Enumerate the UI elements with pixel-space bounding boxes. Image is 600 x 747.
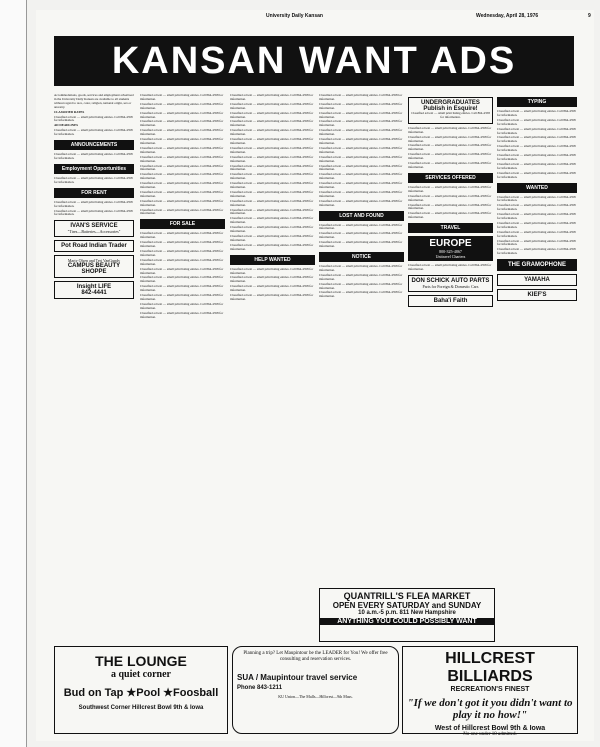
filler-text: Classified ad text — small print listing entries. Call 864-4358 for information. [230, 137, 314, 145]
insight-ad [54, 281, 134, 299]
lounge-location: Southwest Corner Hillcrest Bowl 9th & Iowa [78, 705, 204, 711]
billiards-slogan: "If we don't got it you didn't want to play it no how!" [407, 697, 573, 721]
ivans-ad [54, 220, 134, 237]
bahai-ad [408, 295, 493, 307]
newspaper-page [36, 10, 594, 741]
filler-text: Classified ad text — small print listing entries. Call 864-4358 for information. [497, 153, 576, 161]
filler-text: Classified ad text — small print listing entries. Call 864-4358 for information. [230, 101, 314, 110]
filler-text: Classified ad text — small print listing entries. Call 864-4358 for information. [140, 145, 224, 154]
filler-text: Classified ad text — small print listing entries. Call 864-4358 for information. [319, 128, 403, 137]
filler-text: Classified ad text — small print listing entries. Call 864-4358 for information. [408, 193, 492, 202]
travel-phone: Phone 843-1211 [237, 685, 283, 691]
filler-text: Classified ad text — small print listing entries. Call 864-4358 for information. [140, 257, 224, 266]
filler-text: Classified ad text — small print listing entries. Call 864-4358 for information. [319, 145, 403, 154]
adjacent-page-edge [0, 0, 27, 747]
filler-text: Classified ad text — small print listing entries. Call 864-4358 for information. [54, 152, 133, 160]
yamaha-ad [497, 274, 577, 286]
filler-text: Classified ad text — small print listing entries. Call 864-4358 for information. [140, 284, 224, 293]
page-title: KANSAN WANT ADS [54, 36, 574, 86]
lounge-features: Bud on Tap ★Pool ★Foosball [63, 687, 219, 699]
filler-text: Classified ad text — small print listing entries. Call 864-4358 for information. [140, 275, 224, 284]
bahai-title: Baha'i Faith [433, 297, 468, 304]
travel-title: SUA / Maupintour travel service [237, 673, 358, 682]
filler-text: Classified ad text — small print listing entries. Call 864-4358 for information. [140, 189, 224, 198]
filler-text: Classified ad text — small print listing entries. Call 864-4358 for information. [140, 119, 224, 128]
billiards-title: HILLCREST BILLIARDS [445, 650, 535, 685]
ivans-subtitle: "Tires—Batteries—Accessories" [67, 229, 121, 235]
filler-text: Classified ad text — small print listing entries. Call 864-4358 for information. [140, 310, 224, 319]
quantrills-ad [319, 588, 495, 642]
filler-text: Classified ad text — small print listing entries. Call 864-4358 for information. [140, 128, 224, 137]
filler-text: Classified ad text — small print listing entries. Call 864-4358 for information. [140, 231, 224, 240]
filler-text: Classified ad text — small print listing entries. Call 864-4358 for information. [140, 172, 224, 181]
filler-text: Classified ad text — small print listing entries. Call 864-4358 for information. [319, 198, 403, 207]
wanted-header: WANTED [497, 183, 577, 193]
campus-beauty-ad [54, 255, 134, 278]
filler-text: Classified ad text — small print listing entries. Call 864-4358 for information. [497, 109, 576, 117]
travel-locations: KU Union—The Malls—Hillcrest—9th Mass. [278, 694, 353, 699]
deadlines-title: AD DEADLINES [54, 123, 78, 128]
filler-text: Classified ad text — small print listing entries. Call 864-4358 for information. [497, 220, 576, 229]
for-sale-header: FOR SALE [140, 219, 225, 229]
filler-text: Classified ad text — small print listing entries. Call 864-4358 for information. [54, 128, 133, 137]
filler-text: Classified ad text — small print listing entries. Call 864-4358 for information. [497, 117, 576, 126]
filler-text: Classified ad text — small print listing entries. Call 864-4358 for information. [140, 110, 224, 119]
filler-text: Classified ad text — small print listing entries. Call 864-4358 for information. [230, 119, 314, 128]
filler-text: Classified ad text — small print listing entries. Call 864-4358 for information. [140, 198, 224, 207]
filler-text: Classified ad text — small print listing entries. Call 864-4358 for information. [230, 216, 314, 225]
filler-text: Classified ad text — small print listing entries. Call 864-4358 for information. [319, 290, 403, 299]
filler-text: Classified ad text — small print listing entries. Call 864-4358 for information. [140, 301, 224, 310]
billiards-ad [402, 646, 578, 737]
filler-text: Classified ad text — small print listing entries. Call 864-4358 for information. [408, 263, 492, 272]
help-wanted-header: HELP WANTED [230, 255, 315, 265]
campus-beauty-names: Marty Olsen and Teri VanGundy [67, 258, 121, 264]
filler-text: Classified ad text — small print listing entries. Call 864-4358 for information. [230, 198, 314, 207]
filler-text: Classified ad text — small print listing entries. Call 864-4358 for information. [497, 203, 576, 212]
filler-text: Classified ad text — small print listing entries. Call 864-4358 for information. [319, 272, 403, 281]
filler-text: Classified ad text — small print listing entries. Call 864-4358 for information. [319, 137, 403, 145]
filler-text: Classified ad text — small print listing entries. Call 864-4358 for information. [140, 181, 224, 190]
filler-text: Classified ad text — small print listing entries. Call 864-4358 for information. [319, 94, 403, 101]
filler-text: Classified ad text — small print listing entries. Call 864-4358 for information. [319, 110, 403, 119]
filler-text: Classified ad text — small print listing entries. Call 864-4358 for information. [230, 189, 314, 198]
filler-text: Classified ad text — small print listing entries. Call 864-4358 for information. [54, 208, 133, 217]
ivans-title: IVAN'S SERVICE [70, 223, 118, 230]
column-1 [54, 94, 134, 640]
auto-parts-subtitle: Parts for Foreign & Domestic Cars [422, 283, 479, 289]
insight-title: Insight LIFE [76, 284, 112, 291]
insight-phone: 842-4441 [81, 290, 107, 297]
undergraduates-ad [408, 97, 493, 124]
travel-header: TRAVEL [408, 223, 493, 233]
filler-text: Classified ad text — small print listing entries. Call 864-4358 for information. [230, 275, 314, 284]
filler-text: Classified ad text — small print listing entries. Call 864-4358 for information. [230, 284, 314, 293]
filler-text: Classified ad text — small print listing entries. Call 864-4358 for information. [230, 234, 314, 242]
filler-text: Classified ad text — small print listing entries. Call 864-4358 for information. [408, 125, 492, 134]
typing-header: TYPING [497, 97, 577, 107]
lounge-subtitle: a quiet corner [111, 669, 171, 680]
column-5 [408, 94, 493, 584]
filler-text: Classified ad text — small print listing entries. Call 864-4358 for information. [140, 240, 224, 249]
filler-text: Classified ad text — small print listing entries. Call 864-4358 for information. [230, 110, 314, 119]
filler-text: Classified ad text — small print listing entries. Call 864-4358 for information. [319, 101, 403, 110]
pot-road-title: Pot Road Indian Trader [61, 243, 127, 250]
filler-text: Classified ad text — small print listing entries. Call 864-4358 for information. [140, 249, 224, 257]
filler-text: Classified ad text — small print listing entries. Call 864-4358 for information. [319, 231, 403, 240]
filler-text: Classified ad text — small print listing entries. Call 864-4358 for information. [497, 238, 576, 247]
filler-text: Classified ad text — small print listing entries. Call 864-4358 for information. [408, 134, 492, 143]
gramophone-title: THE GRAMOPHONE [507, 262, 566, 269]
filler-text: Classified ad text — small print listing entries. Call 864-4358 for information. [319, 189, 403, 198]
for-rent-header: FOR RENT [54, 188, 134, 198]
quantrills-hours: 10 a.m.-5 p.m. 811 New Hampshire [358, 610, 456, 616]
filler-text: Classified ad text — small print listing entries. Call 864-4358 for information. [230, 207, 314, 216]
quantrills-hours-title: OPEN EVERY SATURDAY and SUNDAY [332, 601, 482, 610]
filler-text: Classified ad text — small print listing entries. Call 864-4358 for information. [230, 163, 314, 172]
quantrills-title: QUANTRILL'S FLEA MARKET [343, 591, 471, 601]
intro-text: Accommodations, goods, services and employment advertised in the University Daily Kansan are available to all students without regard to race, color, religion, national origin, sex or ancestry. [54, 94, 134, 109]
undergraduates-subtitle: Publish in Esquire! [423, 106, 478, 112]
filler-text: Classified ad text — small print listing entries. Call 864-4358 for information. [497, 161, 576, 170]
europe-ad [408, 236, 493, 261]
filler-text: Classified ad text — small print listing entries. Call 864-4358 for information. [408, 143, 492, 152]
column-2 [140, 94, 225, 640]
filler-text: Classified ad text — small print listing entries. Call 864-4358 for information. [230, 145, 314, 154]
kiefs-title: KIEF'S [527, 292, 547, 299]
filler-text: Classified ad text — small print listing entries. Call 864-4358 for information. [408, 152, 492, 161]
pot-road-ad [54, 240, 134, 252]
filler-text: Classified ad text — small print listing entries. Call 864-4358 for information. [230, 266, 314, 275]
filler-text: Classified ad text — small print listing entries. Call 864-4358 for information. [319, 163, 403, 172]
filler-text: Classified ad text — small print listing entries. Call 864-4358 for information. [319, 119, 403, 128]
europe-company: Unitravel Charters [435, 254, 466, 260]
kiefs-ad [497, 289, 577, 301]
filler-text: Classified ad text — small print listing entries. Call 864-4358 for information. [54, 175, 133, 184]
filler-text: Classified ad text — small print listing entries. Call 864-4358 for information. [319, 172, 403, 181]
europe-phone: 800-325-4867 [439, 249, 462, 255]
quantrills-tagline: ANYTHING YOU COULD POSSIBLY WANT [320, 618, 494, 625]
rates-title: CLASSIFIED RATES [54, 109, 85, 114]
filler-text: Classified ad text — small print listing entries. Call 864-4358 for information. [230, 172, 314, 181]
filler-text: Classified ad text — small print listing entries. Call 864-4358 for information. [497, 126, 576, 135]
auto-parts-title: DON SCHICK AUTO PARTS [411, 277, 490, 284]
filler-text: Classified ad text — small print listing entries. Call 864-4358 for information. [497, 229, 576, 238]
yamaha-title: YAMAHA [524, 277, 550, 284]
column-3 [230, 94, 315, 640]
filler-text: Classified ad text — small print listing entries. Call 864-4358 for information. [408, 184, 492, 193]
lounge-ad [54, 646, 228, 734]
europe-title: EUROPE [429, 238, 472, 250]
employment-header: Employment Opportunities [54, 164, 134, 174]
filler-text: Classified ad text — small print listing entries. Call 864-4358 for information. [230, 293, 314, 301]
page-folio [36, 10, 594, 22]
filler-text: Classified ad text — small print listing entries. Call 864-4358 for information. [497, 170, 576, 179]
billiards-age-note: No one under 18 admitted. [463, 732, 517, 737]
billiards-location: West of Hillcrest Bowl 9th & Iowa [434, 725, 546, 732]
filler-text: Classified ad text — small print listing entries. Call 864-4358 for information. [497, 212, 576, 221]
filler-text: Classified ad text — small print listing entries. Call 864-4358 for information. [140, 207, 224, 216]
filler-text: Classified ad text — small print listing entries. Call 864-4358 for information. [411, 111, 490, 119]
filler-text: Classified ad text — small print listing entries. Call 864-4358 for information. [230, 181, 314, 190]
filler-text: Classified ad text — small print listing entries. Call 864-4358 for information. [319, 281, 403, 290]
filler-text: Classified ad text — small print listing entries. Call 864-4358 for information. [54, 199, 133, 208]
filler-text: Classified ad text — small print listing entries. Call 864-4358 for information. [497, 247, 576, 256]
filler-text: Classified ad text — small print listing entries. Call 864-4358 for information. [140, 154, 224, 163]
filler-text: Classified ad text — small print listing entries. Call 864-4358 for information. [319, 222, 403, 231]
filler-text: Classified ad text — small print listing entries. Call 864-4358 for information. [140, 293, 224, 301]
announcements-header: ANNOUNCEMENTS [54, 140, 134, 150]
filler-text: Classified ad text — small print listing entries. Call 864-4358 for information. [497, 194, 576, 203]
filler-text: Classified ad text — small print listing entries. Call 864-4358 for information. [408, 161, 492, 169]
filler-text: Classified ad text — small print listing entries. Call 864-4358 for information. [140, 163, 224, 172]
filler-text: Classified ad text — small print listing entries. Call 864-4358 for information. [140, 101, 224, 110]
travel-service-ad [232, 646, 399, 734]
filler-text: Classified ad text — small print listing entries. Call 864-4358 for information. [230, 94, 314, 101]
filler-text: Classified ad text — small print listing entries. Call 864-4358 for information. [408, 211, 492, 220]
column-4 [319, 94, 404, 584]
lounge-title: THE LOUNGE [95, 653, 187, 669]
folio-paper-name: University Daily Kansan [266, 13, 323, 19]
campus-beauty-title: CAMPUS BEAUTY SHOPPE [67, 263, 121, 276]
filler-text: Classified ad text — small print listing entries. Call 864-4358 for information. [230, 154, 314, 163]
filler-text: Classified ad text — small print listing entries. Call 864-4358 for information. [497, 135, 576, 144]
filler-text: Classified ad text — small print listing entries. Call 864-4358 for information. [230, 128, 314, 137]
lost-and-found-header: LOST AND FOUND [319, 211, 404, 221]
services-offered-header: SERVICES OFFERED [408, 173, 493, 183]
auto-parts-ad [408, 275, 493, 292]
travel-intro: Planning a trip? Let Maupintour be the LEADER for You! We offer free consulting and reservation services. [243, 651, 388, 662]
filler-text: Classified ad text — small print listing entries. Call 864-4358 for information. [230, 242, 314, 251]
filler-text: Classified ad text — small print listing entries. Call 864-4358 for information. [319, 264, 403, 272]
gramophone-ad [497, 259, 577, 271]
filler-text: Classified ad text — small print listing entries. Call 864-4358 for information. [140, 94, 224, 101]
filler-text: Classified ad text — small print listing entries. Call 864-4358 for information. [140, 137, 224, 145]
notice-header: NOTICE [319, 252, 404, 262]
column-6 [497, 94, 577, 640]
filler-text: Classified ad text — small print listing entries. Call 864-4358 for information. [319, 154, 403, 163]
filler-text: Classified ad text — small print listing entries. Call 864-4358 for information. [319, 240, 403, 249]
filler-text: Classified ad text — small print listing entries. Call 864-4358 for information. [230, 225, 314, 234]
billiards-subtitle: RECREATION'S FINEST [450, 686, 530, 693]
undergraduates-title: UNDERGRADUATES [421, 100, 480, 106]
filler-text: Classified ad text — small print listing entries. Call 864-4358 for information. [140, 266, 224, 275]
folio-date: Wednesday, April 28, 1976 [476, 13, 539, 19]
filler-text: Classified ad text — small print listing entries. Call 864-4358 for information. [408, 202, 492, 211]
filler-text: Classified ad text — small print listing entries. Call 864-4358 for information. [319, 181, 403, 190]
filler-text: Classified ad text — small print listing entries. Call 864-4358 for information. [497, 144, 576, 153]
filler-text: Classified ad text — small print listing entries. Call 864-4358 for information. [54, 114, 133, 123]
folio-page-number: 9 [588, 13, 591, 19]
